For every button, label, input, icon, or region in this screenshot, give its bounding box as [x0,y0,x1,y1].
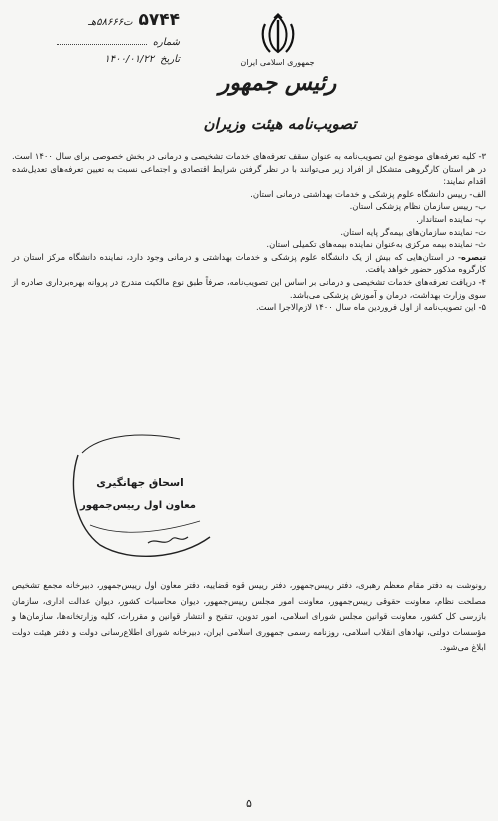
shomare-row [10,32,180,54]
republic-title: جمهوری اسلامی ایران [240,58,315,67]
signatory-name: اسحاق جهانگیری [96,477,184,489]
letter-number-row [10,10,180,32]
clause-3-te: ت- نماینده سازمان‌های بیمه‌گر پایه استان. [340,226,486,237]
signatory-role: معاون اول رییس‌جمهور [80,500,196,511]
signature-stroke-icon [60,425,220,565]
decree-body [12,150,486,314]
clause-5: ۵- این تصویب‌نامه از اول فروردین ماه سال ۱۴۰۰ لازم‌الاجرا است. [255,302,486,313]
shomare-line [57,32,147,45]
clause-3-se: ث- نماینده بیمه مرکزی به‌عنوان نماینده بیمه‌های تکمیلی استان. [266,239,486,250]
tarikh-value: ۱۴۰۰/۰۱/۲۲ [104,54,155,65]
iran-emblem-icon [258,12,298,56]
letter-meta [10,10,180,76]
clause-3-pe: پ- نماینده استاندار. [416,213,486,224]
note-text: - در استان‌هایی که بیش از یک دانشگاه علوم پزشکی و خدمات بهداشتی و درمانی وجود دارد، نماینده دانشگاه مرکز استان در کارگروه مذکور حضور خواهد یافت. [12,251,486,275]
tarikh-label: تاریخ [160,54,180,65]
tarikh-row [10,54,180,76]
shomare-label: شماره [152,37,180,48]
clause-4: ۴- دریافت تعرفه‌های خدمات تشخیصی و درمانی بر اساس این تصویب‌نامه، صرفاً طبق نوع مالکیت مندرج در پروانه بهره‌برداری صادره از سوی وزارت بهداشت، درمان و آموزش پزشکی می‌باشد. [12,276,486,300]
letter-reference: ت۵۸۶۶۶هـ [88,17,133,28]
clause-3: ۳- کلیه تعرفه‌های موضوع این تصویب‌نامه به عنوان سقف تعرفه‌های خدمات تشخیصی و درمانی در بخش خصوصی برای سال ۱۴۰۰ است. در هر استان کارگروهی متشکل از افراد زیر می‌توانند با در نظر گرفتن شرایط اقتصادی و اجتماعی نسبت به تعیین تعرفه‌های تعدیل‌شده اقدام نمایند: [12,151,486,187]
note-paragraph [12,251,486,276]
clause-3-alef: الف- رییس دانشگاه علوم پزشکی و خدمات بهداشتی درمانی استان. [250,188,486,199]
distribution-list: رونوشت به دفتر مقام معظم رهبری، دفتر رییس‌جمهور، دفتر رییس قوه قضاییه، دفتر معاون اول رییس‌جمهور، دبیرخانه مجمع تشخیص مصلحت نظام، معاونت حقوقی رییس‌جمهور، معاونت امور مجلس رییس‌جمهور، دیوان محاسبات کشور، دیوان عدالت اداری، سازمان بازرسی کل کشور، معاونت قوانین مجلس شورای اسلامی، امور تدوین، تنقیح و انتشار قوانین و مقررات، کلیه وزارتخانه‌ها، سازمان‌ها و مؤسسات دولتی، نهادهای انقلاب اسلامی، روزنامه رسمی جمهوری اسلامی ایران، دبیرخانه شورای اطلاع‌رسانی دولت و دفتر هیئت دولت ابلاغ می‌شود. [12,580,486,652]
letter-number: ۵۷۴۴ [138,10,180,30]
clause-3-be: ب- رییس سازمان نظام پزشکی استان. [349,201,486,212]
president-title: رئیس جمهور [218,70,337,96]
approval-title: تصویب‌نامه هیئت وزیران [203,115,357,133]
note-label: تبصره [461,251,486,262]
page-number: ۵ [246,797,252,810]
